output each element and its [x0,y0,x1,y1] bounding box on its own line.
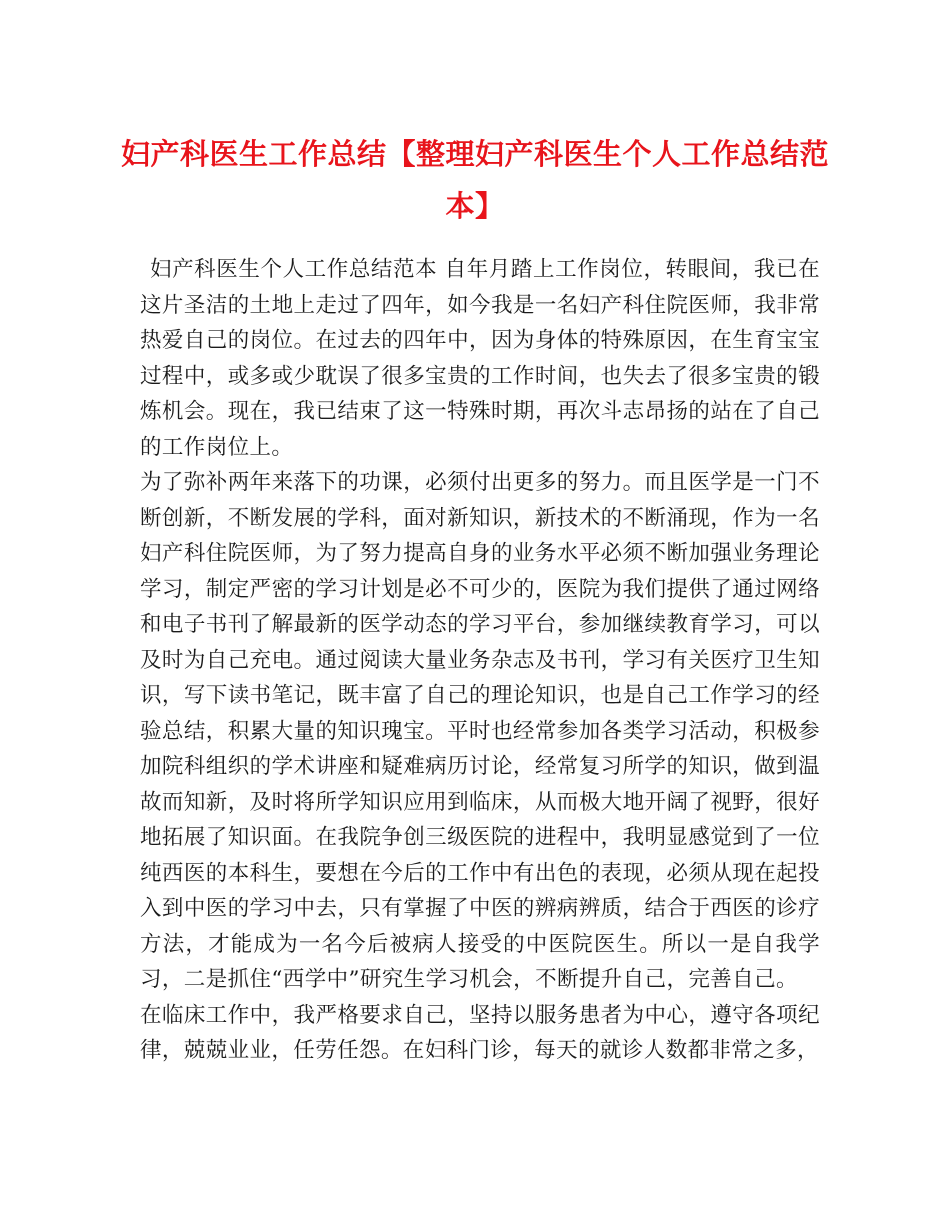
paragraph-study: 为了弥补两年来落下的功课，必须付出更多的努力。而且医学是一门不断创新，不断发展的学科，面对新知识，新技术的不断涌现，作为一名妇产科住院医师，为了努力提高自身的业务水平必须不断加强业务理论学习，制定严密的学习计划是必不可少的，医院为我们提供了通过网络和电子书刊了解最新的医学动态的学习平台，参加继续教育学习，可以及时为自己充电。通过阅读大量业务杂志及书刊，学习有关医疗卫生知识，写下读书笔记，既丰富了自己的理论知识，也是自己工作学习的经验总结，积累大量的知识瑰宝。平时也经常参加各类学习活动，积极参加院科组织的学术讲座和疑难病历讨论，经常复习所学的知识，做到温故而知新，及时将所学知识应用到临床，从而极大地开阔了视野，很好地拓展了知识面。在我院争创三级医院的进程中，我明显感觉到了一位纯西医的本科生，要想在今后的工作中有出色的表现，必须从现在起投入到中医的学习中去，只有掌握了中医的辨病辨质，结合于西医的诊疗方法，才能成为一名今后被病人接受的中医院医生。所以一是自我学习，二是抓住“西学中”研究生学习机会，不断提升自己，完善自己。 [140,470,820,992]
document-title: 妇产科医生工作总结【整理妇产科医生个人工作总结范本】 [120,137,829,223]
document-body [140,252,820,1069]
paragraph-clinical: 在临床工作中，我严格要求自己，坚持以服务患者为中心，遵守各项纪律，兢兢业业，任劳任怨。在妇科门诊，每天的就诊人数都非常之多， [140,1002,820,1063]
paragraph-intro: 妇产科医生个人工作总结范本 自年月踏上工作岗位，转眼间，我已在这片圣洁的土地上走过了四年，如今我是一名妇产科住院医师，我非常热爱自己的岗位。在过去的四年中，因为身体的特殊原因，在生育宝宝过程中，或多或少耽误了很多宝贵的工作时间，也失去了很多宝贵的锻炼机会。现在，我已结束了这一特殊时期，再次斗志昂扬的站在了自己的工作岗位上。 [140,257,820,460]
